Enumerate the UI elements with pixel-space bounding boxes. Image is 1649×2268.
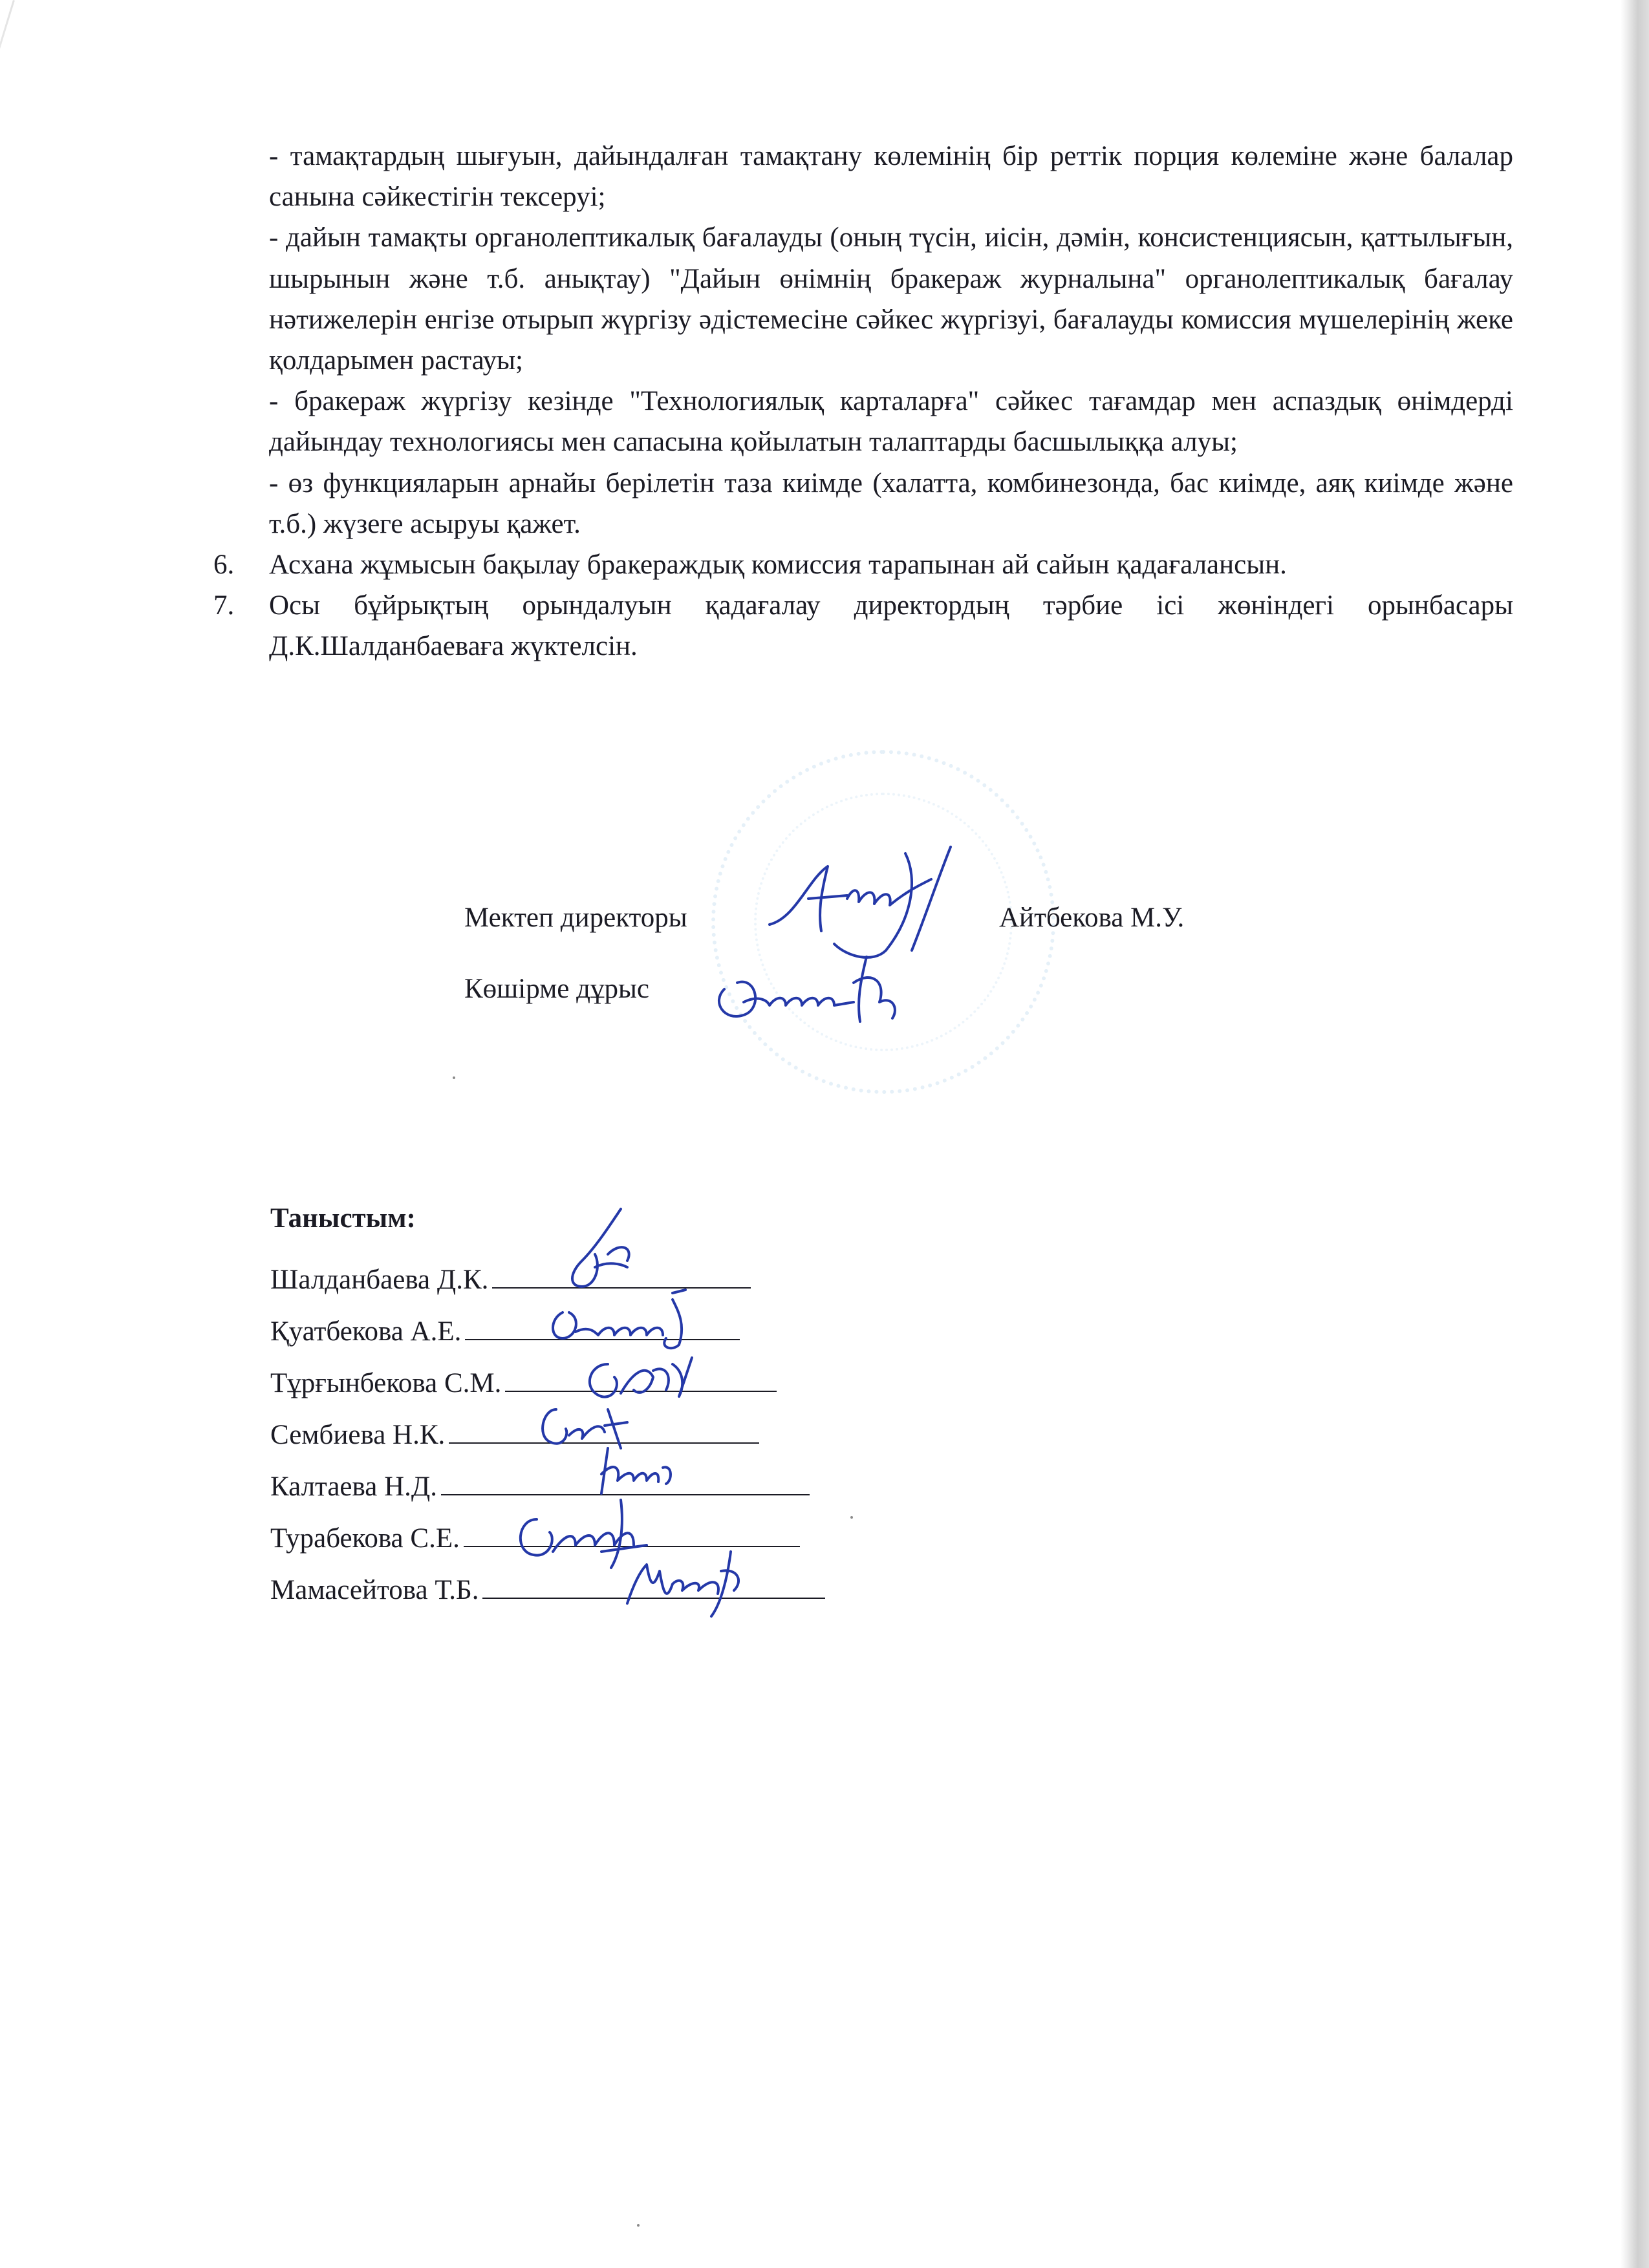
scan-speck <box>453 1076 455 1079</box>
paragraph-organoleptic-assessment: - дайын тамақты органолептикалық бағалауды (оның түсін, иісін, дәмін, консистенциясын, қаттылығын, шырынын және т.б. анықтау) "Дайын өнімнің бракераж журналына" органолептикалық бағалау нәтижелерін енгізе отырып жүргізу әдістемесіне сәйкес жүргізуі, бағалауды комиссия мүшелерінің жеке қолдарымен растауы; <box>269 222 1513 376</box>
ack-name: Тұрғынбекова С.М. <box>270 1368 502 1398</box>
ack-row <box>270 1416 759 1455</box>
director-label: Мектеп директоры <box>464 903 687 933</box>
list-item-text: Асхана жұмысын бақылау бракераждық комиссия тарапынан ай сайын қадағалансын. <box>269 550 1287 581</box>
copy-label: Көшірме дұрыс <box>464 974 649 1004</box>
list-item-6 <box>213 544 1513 585</box>
ack-name: Сембиева Н.К. <box>270 1420 446 1450</box>
order-body <box>213 136 1513 667</box>
list-item-text: Осы бұйрықтың орындалуын қадағалау директордың тәрбие ісі жөніндегі орынбасары Д.К.Шалданбаеваға жүктелсін. <box>269 590 1513 662</box>
scan-speck <box>637 2224 640 2227</box>
acknowledgement-title: Таныстым: <box>270 1203 416 1234</box>
ack-name: Калтаева Н.Д. <box>270 1471 437 1502</box>
list-item-number: 6. <box>213 550 235 581</box>
list-item-7 <box>213 585 1513 667</box>
ack-signature <box>614 1545 757 1623</box>
paragraph-technological-cards: - бракераж жүргізу кезінде "Технологиялық карталарға" сәйкес тағамдар мен аспаздық өнімдерді дайындау технологиясы мен сапасына қойылатын талаптарды басшылыққа алуы; <box>269 386 1513 458</box>
list-item-number: 7. <box>213 590 235 621</box>
director-name: Айтбекова М.У. <box>999 903 1185 933</box>
ack-name: Турабекова С.Е. <box>270 1523 460 1554</box>
scan-artifact-line <box>0 0 15 266</box>
ack-name: Мамасейтова Т.Б. <box>270 1575 479 1605</box>
ack-name: Шалданбаева Д.К. <box>270 1265 489 1295</box>
scan-border <box>1621 0 1649 2268</box>
ack-name: Қуатбекова А.Е. <box>270 1316 462 1347</box>
paragraph-portion-check: - тамақтардың шығуын, дайындалған тамақтану көлемінің бір реттік порция көлеміне және балалар санына сәйкестігін тексеруі; <box>269 141 1513 213</box>
copy-signature <box>705 944 912 1034</box>
paragraph-clean-clothing: - өз функцияларын арнайы берілетін таза киімде (халатта, комбинезонда, бас киімде, аяқ киімде және т.б.) жүзеге асыруы қажет. <box>269 467 1513 539</box>
scan-speck <box>850 1516 853 1519</box>
ack-signature <box>556 1203 647 1300</box>
